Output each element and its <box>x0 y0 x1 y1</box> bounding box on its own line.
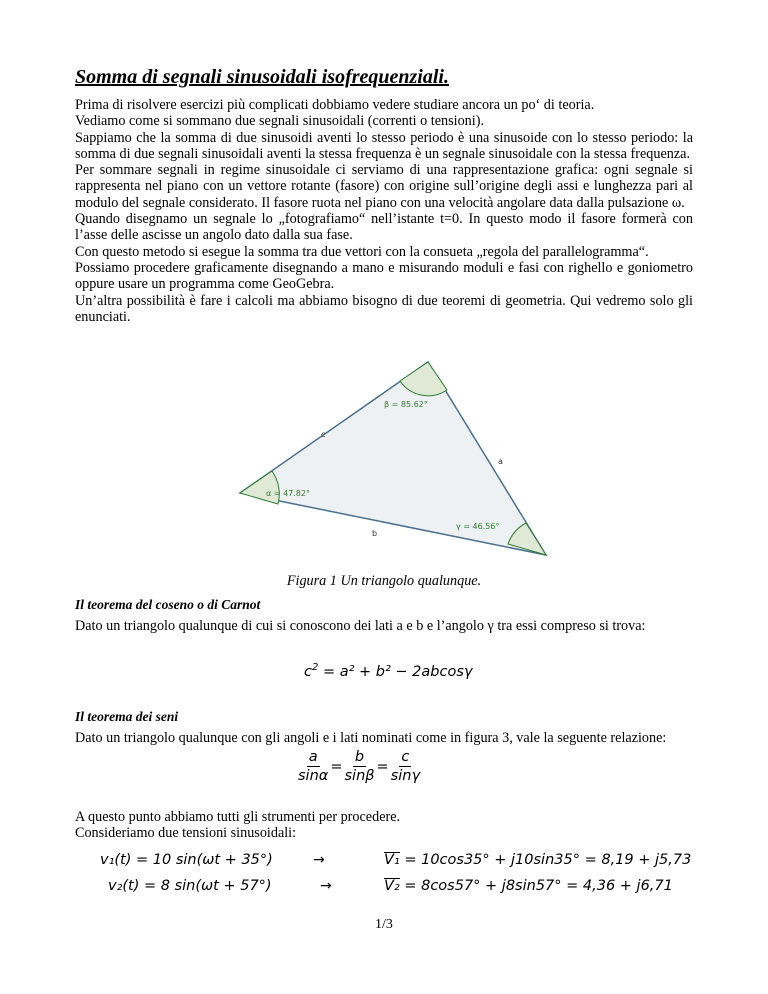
side-c-label: c <box>321 430 326 439</box>
carnot-text: Dato un triangolo qualunque di cui si conoscono dei lati a e b e l’angolo γ tra essi compreso si trova: <box>75 618 646 634</box>
closing-line: Consideriamo due tensioni sinusoidali: <box>75 825 297 842</box>
phasor-1-name: V₁ <box>384 852 400 868</box>
fraction-a: $\frac{a}{\sin\alpha}$ <box>298 749 329 784</box>
sines-text: Dato un triangolo qualunque con gli angoli e i lati nominati come in figura 3, vale la seguente relazione: <box>75 730 667 746</box>
side-b-label: b <box>372 529 378 538</box>
phasor-2-value: = 8cos57° + j8sin57° = 4,36 + j6,71 <box>404 878 673 894</box>
intro-text <box>75 97 693 325</box>
signal-2-expression: v₂(t) = 8 sin(ωt + 57°) <box>108 878 272 894</box>
carnot-heading: Il teorema del coseno o di Carnot <box>75 597 261 612</box>
intro-paragraph: Possiamo procedere graficamente disegnando a mano e misurando moduli e fasi con righello e goniometro oppure usare un programma come GeoGebra. <box>75 259 693 293</box>
phasor-2-expression <box>384 878 673 894</box>
intro-paragraph: Prima di risolvere esercizi più complicati dobbiamo vedere studiare ancora un po‘ di teoria. <box>75 97 595 113</box>
signal-2-arrow: → <box>320 878 332 894</box>
carnot-formula: $c^2 = a^2 + b^2 - 2abcos\gamma$ <box>304 662 473 680</box>
phasor-1-value: = 10cos35° + j10sin35° = 8,19 + j5,73 <box>404 852 692 868</box>
triangle-figure <box>232 358 552 563</box>
document-title: Somma di segnali sinusoidali isofrequenziali. <box>75 66 449 88</box>
intro-paragraph: Con questo metodo si esegue la somma tra due vettori con la consueta „regola del parallelogramma“. <box>75 243 649 260</box>
sines-formula: $\frac{a}{\sin\alpha}$ = $\frac{b}{\sin\beta}$ = $\frac{c}{\sin\gamma}$ <box>298 749 421 784</box>
alpha-angle-mark <box>240 471 279 504</box>
intro-paragraph: Un’altra possibilità è fare i calcoli ma abbiamo bisogno di due teoremi di geometria. Qui vedremo solo gli enunciati. <box>75 292 693 325</box>
intro-paragraph: Quando disegnamo un segnale lo „fotografiamo“ nell’istante t=0. In questo modo il fasore formerà con l’asse delle ascisse un angolo dato dalla sua fase. <box>75 211 693 244</box>
phasor-2-name: V₂ <box>384 878 400 894</box>
carnot-lhs: c <box>304 663 312 680</box>
page-number: 1/3 <box>375 917 393 932</box>
figure-caption: Figura 1 Un triangolo qualunque. <box>286 573 482 589</box>
phasor-1-expression <box>384 852 691 868</box>
sines-heading: Il teorema dei seni <box>75 709 179 724</box>
alpha-label: α = 47.82° <box>266 489 310 498</box>
closing-line: A questo punto abbiamo tutti gli strumenti per procedere. <box>75 809 401 825</box>
intro-paragraph: Sappiamo che la somma di due sinusoidi aventi lo stesso periodo è una sinusoide con lo stesso periodo: la somma di due segnali sinusoidali aventi la stessa frequenza è un segnale sinusoidale con la stessa frequenza. <box>75 129 693 162</box>
intro-paragraph: Vediamo come si sommano due segnali sinusoidali (correnti o tensioni). <box>75 113 484 130</box>
fraction-b: $\frac{b}{\sin\beta}$ <box>344 749 375 784</box>
beta-label: β = 85.62° <box>384 400 428 409</box>
closing-text <box>75 809 693 842</box>
fraction-c: $\frac{c}{\sin\gamma}$ <box>390 749 421 784</box>
signal-1-arrow: → <box>313 852 325 868</box>
gamma-label: γ = 46.56° <box>456 522 500 531</box>
intro-paragraph: Per sommare segnali in regime sinusoidale ci serviamo di una rappresentazione grafica: ogni segnale si rappresenta nel piano con un vettore rotante (fasore) con origine sull’origine degli assi e lunghezza pari al modulo del segnale considerato. Il fasore ruota nel piano con una velocità angolare data dalla pulsazione ω. <box>75 162 693 211</box>
carnot-rhs: = a² + b² − 2abcosγ <box>322 663 473 680</box>
signal-1-expression: v₁(t) = 10 sin(ωt + 35°) <box>100 852 273 868</box>
side-a-label: a <box>498 457 503 466</box>
